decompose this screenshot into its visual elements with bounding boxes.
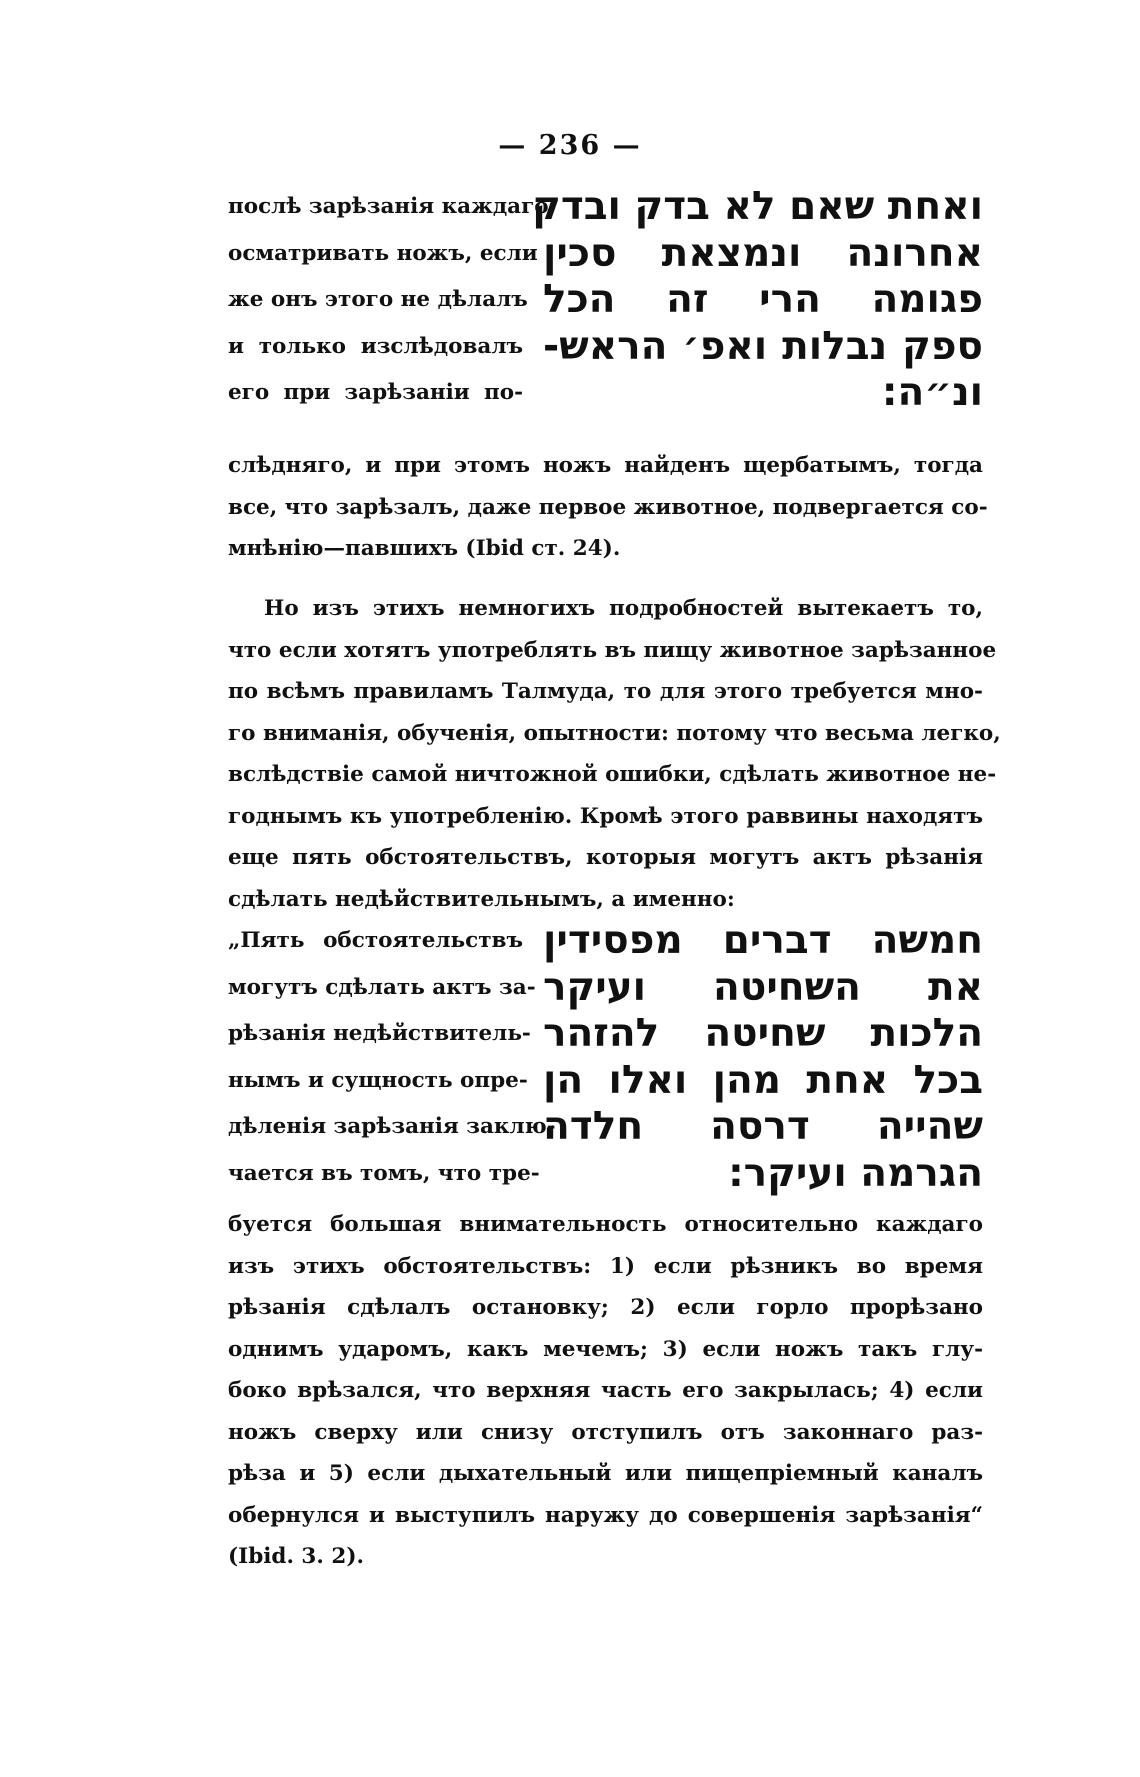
section-1-russian-column (228, 184, 549, 417)
russian-line: послѣ зарѣзанія каждаго (228, 194, 549, 219)
hebrew-line: ואחת שאם לא בדק ובדק (532, 184, 983, 229)
text-line: мнѣнію—павшихъ (Ibid ст. 24). (228, 536, 621, 561)
section-1-hebrew-column (532, 184, 983, 417)
russian-line: же онъ этого не дѣлалъ (228, 287, 528, 312)
hebrew-line: ונ״ה: (881, 370, 983, 415)
text-line: вслѣдствіе самой ничтожной ошибки, сдѣлать животное не- (228, 762, 997, 787)
paragraph-2 (228, 588, 1001, 920)
hebrew-line: את השחיטה ועיקר (543, 964, 983, 1010)
hebrew-line: הגרמה ועיקר: (728, 1150, 983, 1196)
hebrew-line: ספק נבלות ואפ׳ הראש- (543, 323, 983, 369)
text-line: ножъ сверху или снизу отступилъ отъ законнаго раз- (228, 1419, 983, 1445)
section-2-russian-column (228, 918, 556, 1197)
hebrew-line: שהייה דרסה חלדה (543, 1104, 983, 1149)
hebrew-line: בכל אחת מהן ואלו הן (543, 1057, 983, 1103)
text-line: слѣдняго, и при этомъ ножъ найденъ щербатымъ, тогда (228, 453, 983, 478)
paragraph-3 (228, 1204, 983, 1578)
hebrew-line: אחרונה ונמצאת סכין (543, 230, 983, 276)
hebrew-line: הלכות שחיטה להזהר (543, 1011, 983, 1056)
paragraph-1 (228, 445, 988, 570)
section-2-hebrew-column (543, 918, 983, 1197)
text-line: годнымъ къ употребленію. Кромѣ этого раввины находятъ (228, 803, 983, 829)
hebrew-line: פגומה הרי זה הכל (543, 277, 983, 322)
russian-line: могутъ сдѣлать актъ за- (228, 974, 536, 1000)
text-line: обернулся и выступилъ наружу до совершенія зарѣзанія“ (228, 1502, 983, 1528)
page-number: — 236 — (498, 130, 642, 161)
russian-line: дѣленія зарѣзанія заклю- (228, 1114, 556, 1139)
text-line: буется большая внимательность относительно каждаго (228, 1212, 983, 1237)
russian-line: осматривать ножъ, если (228, 240, 538, 266)
russian-line: нымъ и сущность опре- (228, 1067, 528, 1093)
russian-line: чается въ томъ, что тре- (228, 1160, 540, 1186)
text-line: боко врѣзался, что верхняя часть его закрылась; 4) если (228, 1378, 983, 1403)
russian-line: рѣзанія недѣйствитель- (228, 1021, 531, 1046)
text-line: однимъ ударомъ, какъ мечемъ; 3) если ножъ такъ глу- (228, 1336, 983, 1362)
russian-line: и только изслѣдовалъ (228, 333, 523, 359)
text-line: го вниманія, обученія, опытности: потому что весьма легко, (228, 720, 1001, 746)
section-2-two-column (228, 918, 983, 1197)
russian-line: „Пять обстоятельствъ (228, 928, 523, 953)
text-line: еще пять обстоятельствъ, которыя могутъ актъ рѣзанія (228, 845, 983, 870)
russian-line: его при зарѣзаніи по- (228, 380, 523, 405)
text-line: (Ibid. 3. 2). (228, 1544, 364, 1569)
section-1-two-column (228, 184, 983, 417)
text-line: все, что зарѣзалъ, даже первое животное, подвергается со- (228, 494, 988, 520)
hebrew-line: חמשה דברים מפסידין (543, 918, 983, 963)
text-line: по всѣмъ правиламъ Талмуда, то для этого требуется мно- (228, 679, 983, 704)
text-line: рѣза и 5) если дыхательный или пищепріемный каналъ (228, 1461, 983, 1486)
text-line: Но изъ этихъ немногихъ подробностей вытекаетъ то, (264, 596, 983, 621)
text-line: рѣзанія сдѣлалъ остановку; 2) если горло прорѣзано (228, 1295, 983, 1320)
text-line: что если хотятъ употреблять въ пищу животное зарѣзанное (228, 637, 997, 663)
text-line: сдѣлать недѣйствительнымъ, а именно: (228, 886, 735, 912)
text-line: изъ этихъ обстоятельствъ: 1) если рѣзникъ во время (228, 1253, 983, 1279)
